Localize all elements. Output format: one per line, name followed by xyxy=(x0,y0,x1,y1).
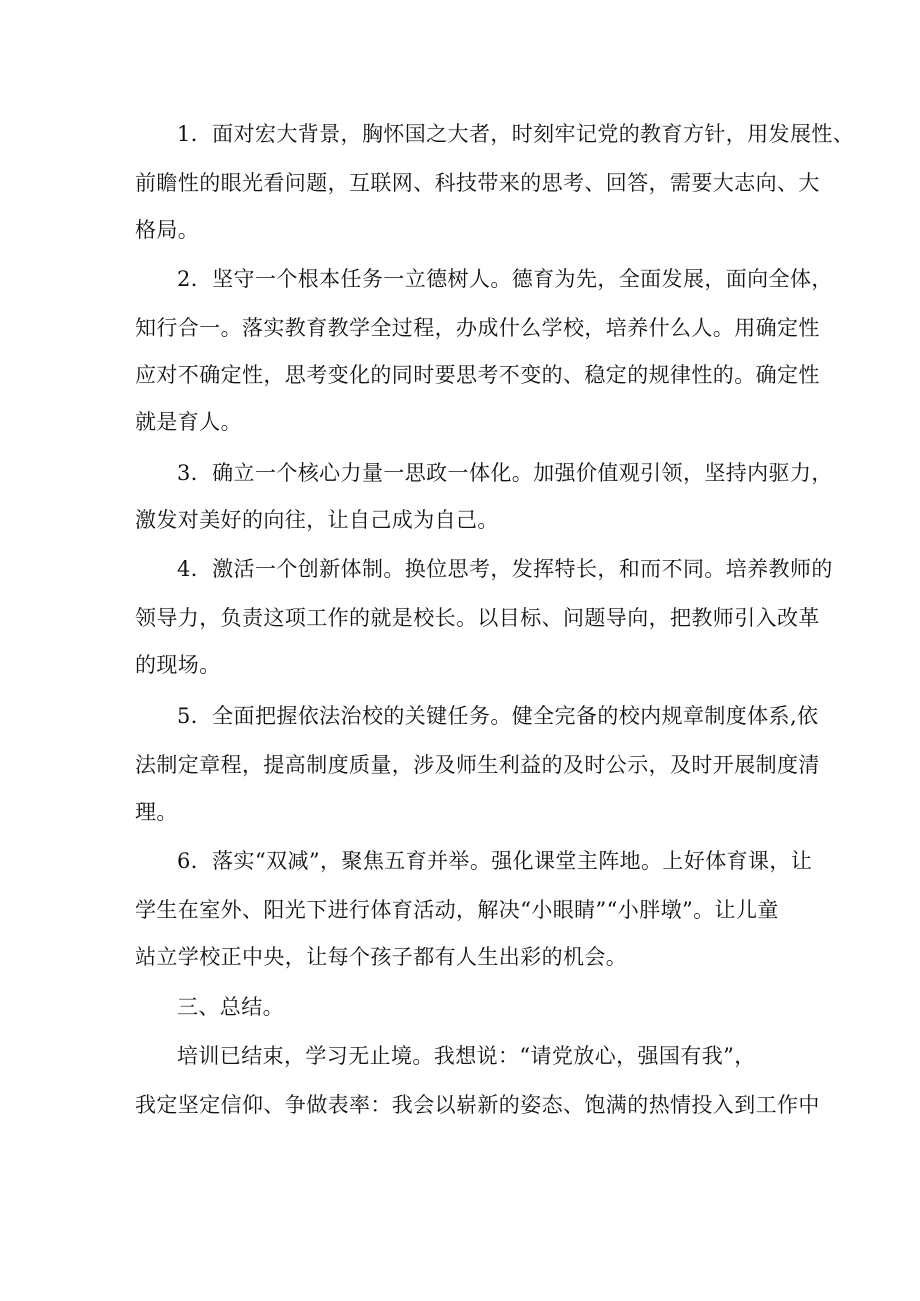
paragraph-1-line-1: 1．面对宏大背景，胸怀国之大者，时刻牢记党的教育方针，用发展性、 xyxy=(177,122,855,146)
paragraph-4-line-1: 4．激活一个创新体制。换位思考，发挥特长，和而不同。培养教师的 xyxy=(177,557,833,581)
paragraph-2-line-1: 2．坚守一个根本任务一立德树人。德育为先，全面发展，面向全体， xyxy=(177,267,833,291)
closing-line-1: 培训已结束，学习无止境。我想说：“请党放心，强国有我”， xyxy=(177,1044,756,1068)
section-heading: 三、总结。 xyxy=(177,995,284,1019)
paragraph-6-line-2: 学生在室外、阳光下进行体育活动，解决“小眼睛”“小胖墩”。让儿童 xyxy=(135,898,779,922)
paragraph-3-line-2: 激发对美好的向往，让自己成为自己。 xyxy=(135,508,499,532)
paragraph-2-line-4: 就是育人。 xyxy=(135,410,242,434)
paragraph-4-line-2: 领导力，负责这项工作的就是校长。以目标、问题导向，把教师引入改革 xyxy=(135,606,820,630)
paragraph-3-line-1: 3．确立一个核心力量一思政一体化。加强价值观引领，坚持内驱力， xyxy=(177,461,833,485)
paragraph-1-line-3: 格局。 xyxy=(135,218,200,242)
paragraph-6-line-3: 站立学校正中央，让每个孩子都有人生出彩的机会。 xyxy=(135,945,628,969)
paragraph-2-line-3: 应对不确定性，思考变化的同时要思考不变的、稳定的规律性的。确定性 xyxy=(135,363,820,387)
paragraph-2-line-2: 知行合一。落实教育教学全过程，办成什么学校，培养什么人。用确定性 xyxy=(135,316,820,340)
paragraph-1-line-2: 前瞻性的眼光看问题，互联网、科技带来的思考、回答，需要大志向、大 xyxy=(135,171,820,195)
paragraph-5-line-3: 理。 xyxy=(135,800,178,824)
paragraph-4-line-3: 的现场。 xyxy=(135,653,221,677)
paragraph-5-line-2: 法制定章程，提高制度质量，涉及师生利益的及时公示，及时开展制度清 xyxy=(135,753,820,777)
closing-line-2: 我定坚定信仰、争做表率：我会以崭新的姿态、饱满的热情投入到工作中 xyxy=(135,1093,820,1117)
paragraph-6-line-1: 6．落实“双减”，聚焦五育并举。强化课堂主阵地。上好体育课，让 xyxy=(177,849,813,873)
paragraph-5-line-1: 5．全面把握依法治校的关键任务。健全完备的校内规章制度体系,依 xyxy=(177,704,819,728)
